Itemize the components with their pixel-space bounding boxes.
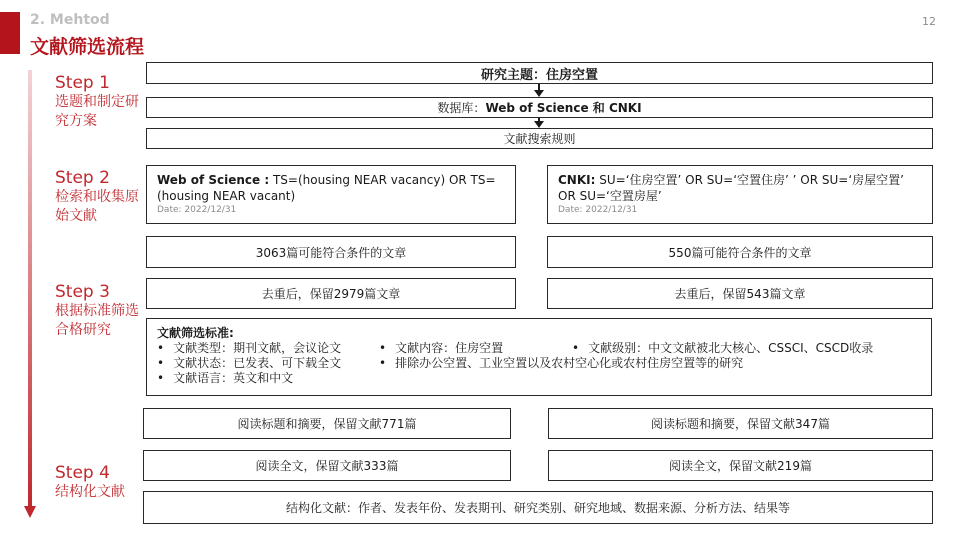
cnki-abstract-box: 阅读标题和摘要，保留文献347篇 xyxy=(548,408,933,439)
step-1 xyxy=(55,73,141,131)
criteria-item: • 文献级别：中文文献被北大核心、CSSCI、CSCD收录 xyxy=(572,341,873,356)
timeline-arrow-icon xyxy=(24,506,36,518)
step-2 xyxy=(55,168,141,226)
criteria-item: • 文献内容：住房空置 xyxy=(379,341,503,356)
wos-found-box: 3063篇可能符合条件的文章 xyxy=(146,236,516,268)
topic-box: 研究主题：住房空置 xyxy=(146,62,933,84)
criteria-item: • 文献类型：期刊文献，会议论文 xyxy=(157,341,341,356)
wos-query xyxy=(157,172,505,204)
step-label: Step 3 xyxy=(55,282,110,302)
wos-query-box xyxy=(146,165,516,224)
cnki-date: Date: 2022/12/31 xyxy=(558,205,638,215)
search-rules-box: 文献搜索规则 xyxy=(146,128,933,149)
down-arrow-icon xyxy=(538,84,540,95)
step-label: Step 1 xyxy=(55,73,110,93)
wos-query-text: TS=(housing NEAR vacancy) OR TS=(housing NEAR vacant) xyxy=(157,173,496,203)
timeline-line xyxy=(28,70,32,510)
section-label: 2. Mehtod xyxy=(30,12,110,28)
criteria-item: • 排除办公空置、工业空置以及农村空心化或农村住房空置等的研究 xyxy=(379,356,743,371)
cnki-query xyxy=(558,172,922,204)
wos-abstract-box: 阅读标题和摘要，保留文献771篇 xyxy=(143,408,511,439)
cnki-found-box: 550篇可能符合条件的文章 xyxy=(547,236,933,268)
cnki-query-box xyxy=(547,165,933,224)
cnki-dedup-box: 去重后，保留543篇文章 xyxy=(547,278,933,309)
wos-dedup-box: 去重后，保留2979篇文章 xyxy=(146,278,516,309)
structured-box: 结构化文献：作者、发表年份、发表期刊、研究类别、研究地域、数据来源、分析方法、结果等 xyxy=(143,491,933,524)
step-label: Step 2 xyxy=(55,168,110,188)
accent-bar xyxy=(0,12,20,54)
cnki-query-text: SU=‘住房空置’ OR SU=‘空置住房’ ’ OR SU=‘房屋空置’ OR SU=‘空置房屋’ xyxy=(558,173,904,203)
wos-date: Date: 2022/12/31 xyxy=(157,205,237,215)
step-desc: 选题和制定研究方案 xyxy=(55,94,139,129)
step-4 xyxy=(55,463,141,502)
step-3 xyxy=(55,282,141,340)
step-label: Step 4 xyxy=(55,463,110,483)
step-desc: 结构化文献 xyxy=(55,484,125,500)
criteria-title: 文献筛选标准: xyxy=(157,326,234,340)
criteria-item: • 文献语言：英文和中文 xyxy=(157,371,293,386)
step-desc: 根据标准筛选合格研究 xyxy=(55,303,139,338)
page-title: 文献筛选流程 xyxy=(30,36,145,58)
cnki-fulltext-box: 阅读全文，保留文献219篇 xyxy=(548,450,933,481)
database-value: Web of Science 和 CNKI xyxy=(485,101,642,115)
cnki-name: CNKI: xyxy=(558,173,596,187)
wos-name: Web of Science : xyxy=(157,173,270,187)
criteria-item: • 文献状态：已发表、可下载全文 xyxy=(157,356,341,371)
criteria-box xyxy=(146,318,932,396)
page-number: 12 xyxy=(922,15,936,28)
database-prefix: 数据库： xyxy=(437,101,486,115)
wos-fulltext-box: 阅读全文，保留文献333篇 xyxy=(143,450,511,481)
down-arrow-icon xyxy=(538,118,540,126)
step-desc: 检索和收集原始文献 xyxy=(55,189,139,224)
database-box xyxy=(146,97,933,118)
